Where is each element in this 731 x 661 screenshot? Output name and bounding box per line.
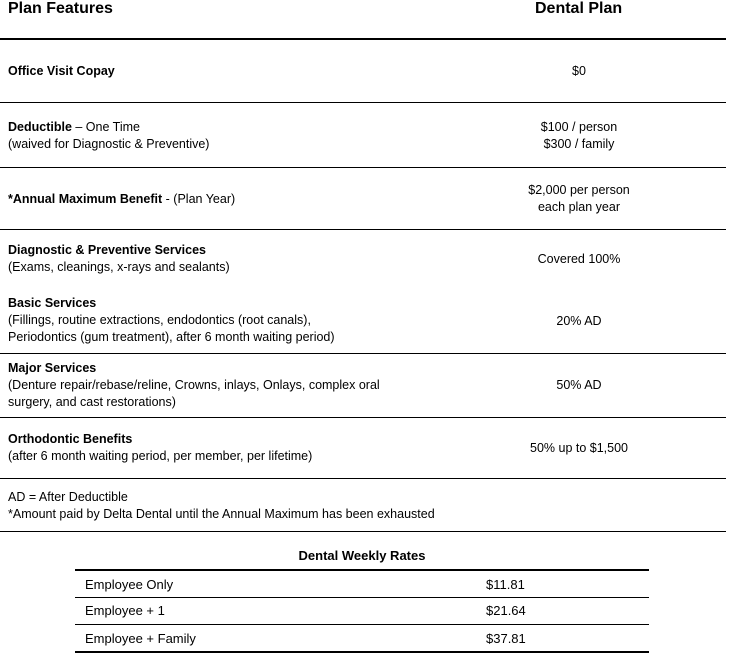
footnotes	[8, 489, 435, 523]
value-office-visit-copay	[459, 63, 699, 80]
row-office-visit-copay	[8, 63, 115, 80]
rate-label-employee-plus-one: Employee + 1	[85, 603, 165, 618]
rate-value-employee-plus-one: $21.64	[486, 603, 526, 618]
row-major-services	[8, 360, 380, 411]
row-label-detail: – One Time	[71, 120, 140, 134]
rate-row-divider	[75, 624, 649, 625]
value-line: 50% up to $1,500	[530, 441, 628, 455]
value-orthodontic-benefits	[459, 440, 699, 457]
row-divider	[0, 353, 726, 354]
value-annual-maximum-benefit	[459, 182, 699, 216]
footnote-divider	[0, 531, 726, 532]
value-line: $300 / family	[543, 137, 615, 151]
value-line: $100 / person	[540, 120, 618, 134]
row-subtext: (after 6 month waiting period, per member, per lifetime)	[8, 449, 313, 463]
value-major-services	[459, 377, 699, 394]
column-header-dental-plan: Dental Plan	[535, 0, 623, 17]
row-divider	[0, 229, 726, 230]
row-label: Diagnostic & Preventive Services	[8, 243, 207, 257]
value-line: $2,000 per person	[528, 183, 630, 197]
row-divider	[0, 478, 726, 479]
value-deductible	[459, 119, 699, 153]
value-line: $0	[572, 64, 586, 78]
value-diagnostic-preventive	[459, 251, 699, 268]
row-diagnostic-preventive	[8, 242, 230, 276]
row-subtext: (Fillings, routine extractions, endodontics (root canals),	[8, 313, 311, 327]
rate-value-employee-family: $37.81	[486, 631, 526, 646]
row-subtext: (Denture repair/rebase/reline, Crowns, inlays, Onlays, complex oral	[8, 378, 380, 392]
value-line: each plan year	[537, 200, 620, 214]
row-label: Major Services	[8, 361, 97, 375]
row-subtext: surgery, and cast restorations)	[8, 395, 176, 409]
rates-title: Dental Weekly Rates	[298, 548, 426, 563]
header-divider	[0, 38, 726, 40]
row-label: Office Visit Copay	[8, 64, 115, 78]
value-line: Covered 100%	[537, 252, 621, 266]
row-subtext: Periodontics (gum treatment), after 6 month waiting period)	[8, 330, 335, 344]
row-label: Orthodontic Benefits	[8, 432, 133, 446]
row-label: Basic Services	[8, 296, 97, 310]
column-header-plan-features: Plan Features	[8, 0, 113, 17]
rate-label-employee-family: Employee + Family	[85, 631, 196, 646]
row-label: Deductible	[8, 120, 72, 134]
row-subtext: (waived for Diagnostic & Preventive)	[8, 137, 210, 151]
row-subtext: (Exams, cleanings, x-rays and sealants)	[8, 260, 230, 274]
row-deductible	[8, 119, 209, 153]
value-line: 50% AD	[556, 378, 602, 392]
rates-header-divider	[75, 569, 649, 571]
row-annual-maximum-benefit	[8, 191, 235, 208]
row-label: *Annual Maximum Benefit	[8, 192, 163, 206]
rates-bottom-divider	[75, 651, 649, 653]
rate-value-employee-only: $11.81	[486, 577, 525, 592]
footnote-annual-maximum: *Amount paid by Delta Dental until the Annual Maximum has been exhausted	[8, 507, 435, 521]
row-divider	[0, 102, 726, 103]
row-basic-services	[8, 295, 335, 346]
row-orthodontic-benefits	[8, 431, 312, 465]
rate-label-employee-only: Employee Only	[85, 577, 174, 592]
footnote-ad: AD = After Deductible	[8, 490, 128, 504]
row-divider	[0, 417, 726, 418]
value-line: 20% AD	[556, 314, 602, 328]
rate-row-divider	[75, 597, 649, 598]
row-label-detail: - (Plan Year)	[162, 192, 236, 206]
value-basic-services	[459, 313, 699, 330]
row-divider	[0, 167, 726, 168]
